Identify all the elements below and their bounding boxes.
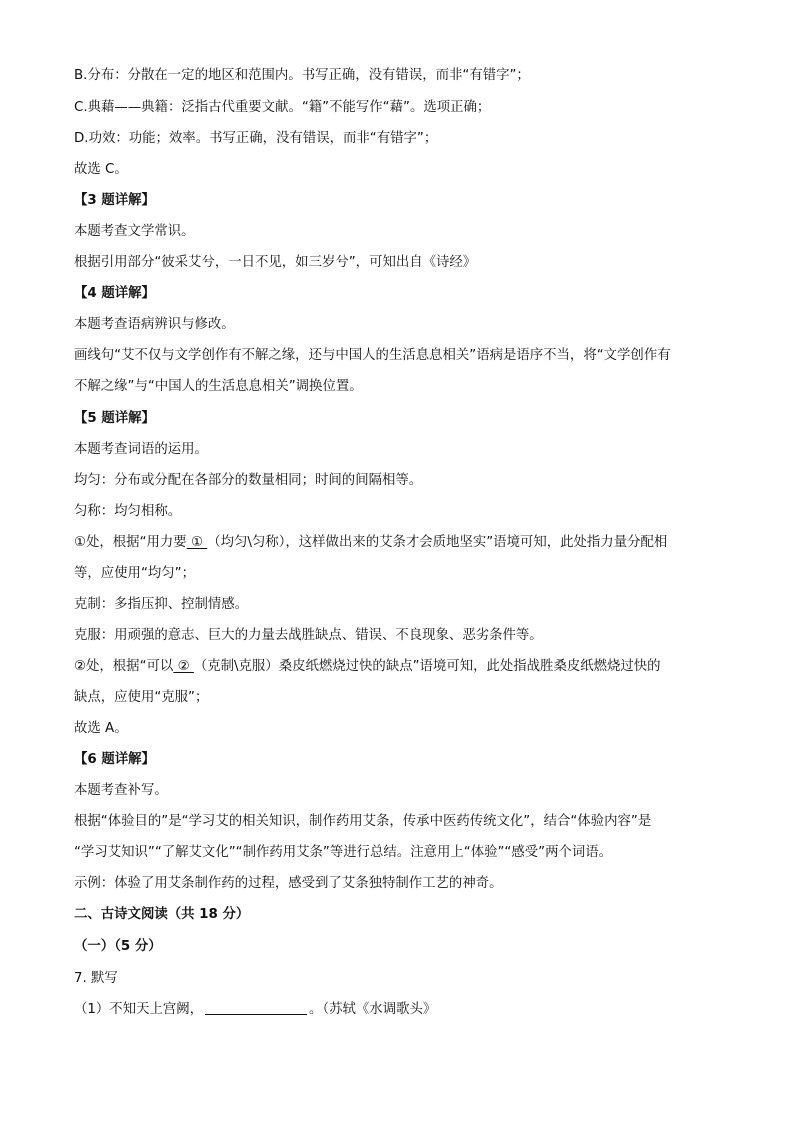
blank-number: ① xyxy=(190,535,203,550)
text-segment: （1）不知天上宫阙， xyxy=(74,1002,204,1017)
text-line: 根据“体验目的”是“学习艾的相关知识，制作药用艾条，传承中医药传统文化”，结合“体验内容”是 xyxy=(74,814,652,829)
text-line: 画线句“艾不仅与文学创作有不解之缘，还与中国人的生活息息相关”语病是语序不当，将“文学创作有 xyxy=(74,348,671,363)
text-segment: （均匀\匀称），这样做出来的艾条才会质地坚实”语境可知，此处指力量分配相 xyxy=(207,535,668,550)
text-segment: ①处，根据“用力要 xyxy=(74,535,187,550)
answer-blank xyxy=(205,1000,307,1015)
text-line: 克服：用顽强的意志、巨大的力量去战胜缺点、错误、不良现象、恶劣条件等。 xyxy=(74,628,543,643)
text-line: 克制：多指压抑、控制情感。 xyxy=(74,597,249,612)
text-line: 根据引用部分“彼采艾兮，一日不见，如三岁兮”，可知出自《诗经》 xyxy=(74,255,477,270)
section-heading: 【4 题详解】 xyxy=(74,286,155,301)
underlined-blank xyxy=(173,659,194,674)
text-line: 本题考查文学常识。 xyxy=(74,224,195,239)
text-line: D.功效：功能；效率。书写正确，没有错误，而非“有错字”； xyxy=(74,131,438,146)
text-line: 本题考查语病辨识与修改。 xyxy=(74,317,235,332)
text-line xyxy=(74,657,734,677)
text-segment: （克制\克服）桑皮纸燃烧过快的缺点”语境可知，此处指战胜桑皮纸燃烧过快的 xyxy=(193,659,661,674)
question-title: 7. 默写 xyxy=(74,971,118,986)
text-line: 均匀：分布或分配在各部分的数量相同；时间的间隔相等。 xyxy=(74,473,423,488)
section-heading: 【3 题详解】 xyxy=(74,193,155,208)
text-line: 等，应使用“均匀”； xyxy=(74,566,195,581)
text-line: 不解之缘”与“中国人的生活息息相关”调换位置。 xyxy=(74,379,363,394)
text-line: 匀称：均匀相称。 xyxy=(74,504,182,519)
text-line: 故选 C。 xyxy=(74,162,128,177)
subsection-heading: （一）（5 分） xyxy=(74,939,162,954)
underlined-blank xyxy=(187,535,208,550)
text-line: 示例：体验了用艾条制作药的过程，感受到了艾条独特制作工艺的神奇。 xyxy=(74,876,503,891)
section-heading: 【5 题详解】 xyxy=(74,411,155,426)
question-item xyxy=(74,1000,734,1020)
blank-number: ② xyxy=(177,659,190,674)
text-line: 缺点，应使用“克服”； xyxy=(74,690,209,705)
text-line: 本题考查补写。 xyxy=(74,783,168,798)
section-heading: 【6 题详解】 xyxy=(74,752,155,767)
text-line: “学习艾知识”“了解艾文化”“制作药用艾条”等进行总结。注意用上“体验”“感受”两个词语。 xyxy=(74,845,613,860)
text-line xyxy=(74,533,734,553)
text-line: C.典藉——典籍：泛指古代重要文献。“籍”不能写作“藉”。选项正确； xyxy=(74,100,491,115)
text-line: B.分布：分散在一定的地区和范围内。书写正确，没有错误，而非“有错字”； xyxy=(74,68,530,83)
text-segment: 。（苏轼《水调歌头》 xyxy=(309,1002,437,1017)
text-line: 本题考查词语的运用。 xyxy=(74,442,208,457)
text-segment: ②处，根据“可以 xyxy=(74,659,174,674)
part-heading: 二、古诗文阅读（共 18 分） xyxy=(74,907,250,922)
text-line: 故选 A。 xyxy=(74,721,128,736)
